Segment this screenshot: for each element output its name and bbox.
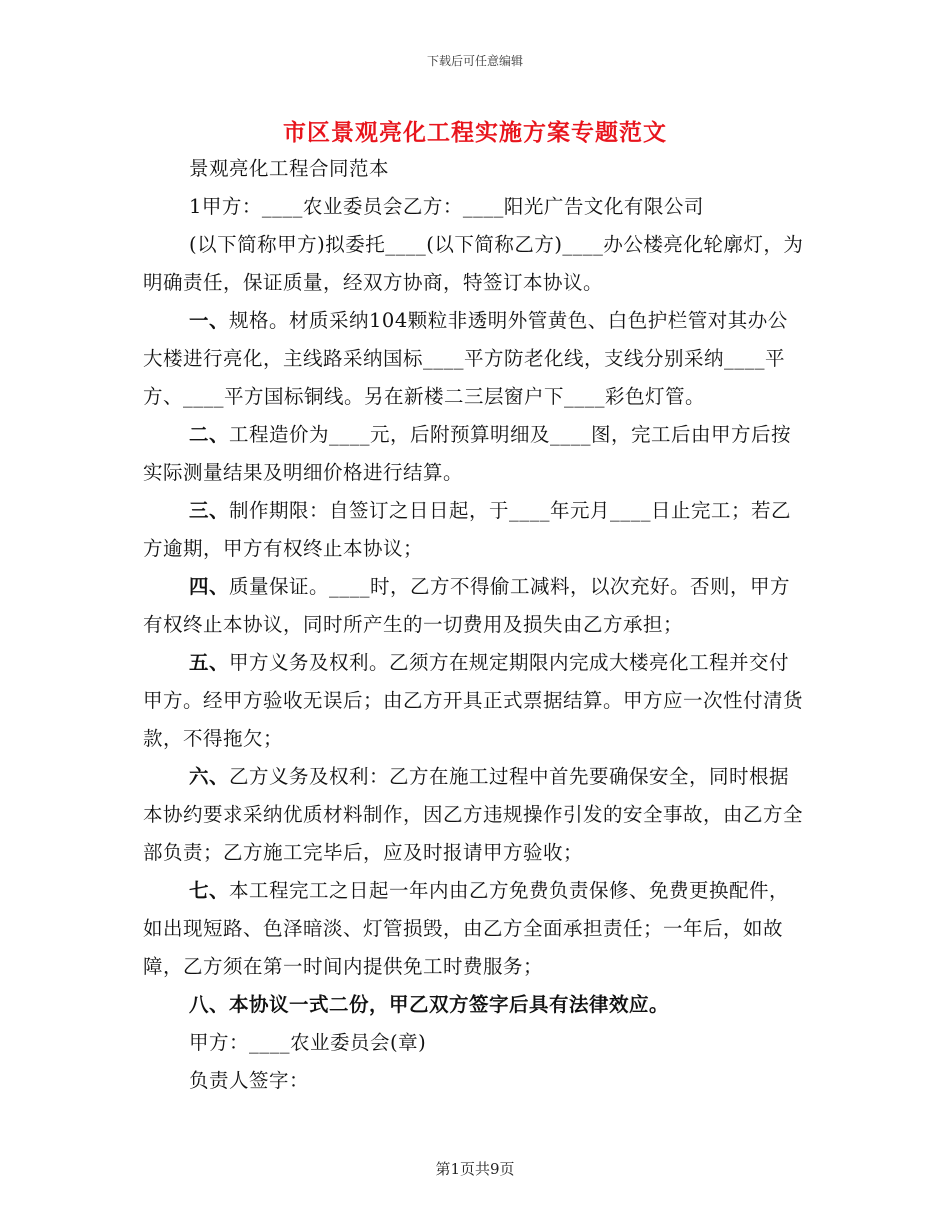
paragraph [143,188,807,226]
paragraph-text: (以下简称甲方)拟委托____(以下简称乙方)____办公楼亮化轮廓灯，为明确责任，保证质量，经双方协商，特签订本协议。 [143,233,804,294]
paragraph [143,150,807,188]
clause-number: 二、 [189,423,230,446]
clause-8: 八、本协议一式二份，甲乙双方签字后具有法律效应。 [189,993,670,1016]
clause-2 [143,416,807,492]
clause-text: 质量保证。____时，乙方不得偷工减料，以次充好。否则，甲方有权终止本协议，同时所产生的一切费用及损失由乙方承担； [143,575,791,636]
clause-text: 乙方义务及权利：乙方在施工过程中首先要确保安全，同时根据本协约要求采纳优质材料制作，因乙方违规操作引发的安全事故，由乙方全部负责；乙方施工完毕后，应及时报请甲方验收； [143,765,804,864]
clause-number: 一、 [189,309,230,332]
signature-party-a: 甲方：____农业委员会(章) [189,1031,427,1054]
clause-7 [143,872,807,986]
document-title: 市区景观亮化工程实施方案专题范文 [283,119,667,146]
clause-text: 制作期限：自签订之日日起，于____年元月____日止完工；若乙方逾期，甲方有权终止本协议； [143,499,792,560]
clause-4 [143,568,807,644]
signature-responsible-person: 负责人签字： [189,1069,310,1092]
clause-number: 三、 [189,499,230,522]
clause-5 [143,644,807,758]
clause-number: 七、 [189,879,230,902]
paragraph-text: 1甲方：____农业委员会乙方：____阳光广告文化有限公司 [189,195,704,218]
clause-text: 工程造价为____元，后附预算明细及____图，完工后由甲方后按实际测量结果及明细价格进行结算。 [143,423,792,484]
clause-number: 六、 [189,765,230,788]
page-header: 下载后可任意编辑 [426,54,523,68]
clause-text: 本工程完工之日起一年内由乙方免费负责保修、免费更换配件，如出现短路、色泽暗淡、灯管损毁，由乙方全面承担责任；一年后，如故障，乙方须在第一时间内提供免工时费服务； [143,879,790,978]
clause-1 [143,302,807,416]
clause-text: 甲方义务及权利。乙须方在规定期限内完成大楼亮化工程并交付甲方。经甲方验收无误后；由乙方开具正式票据结算。甲方应一次性付清货款，不得拖欠； [143,651,804,750]
clause-number: 五、 [189,651,230,674]
paragraph [143,226,807,302]
clause-3 [143,492,807,568]
clause-text: 规格。材质采纳104颗粒非透明外管黄色、白色护栏管对其办公大楼进行亮化，主线路采纳国标____平方防老化线，支线分别采纳____平方、____平方国标铜线。另在新楼二三层窗户下____彩色灯管。 [143,309,788,408]
paragraph-text: 景观亮化工程合同范本 [189,157,390,180]
document-body [143,150,807,1100]
clause-6 [143,758,807,872]
clause-number: 四、 [189,575,230,598]
page-number: 第1页共9页 [435,1160,515,1178]
